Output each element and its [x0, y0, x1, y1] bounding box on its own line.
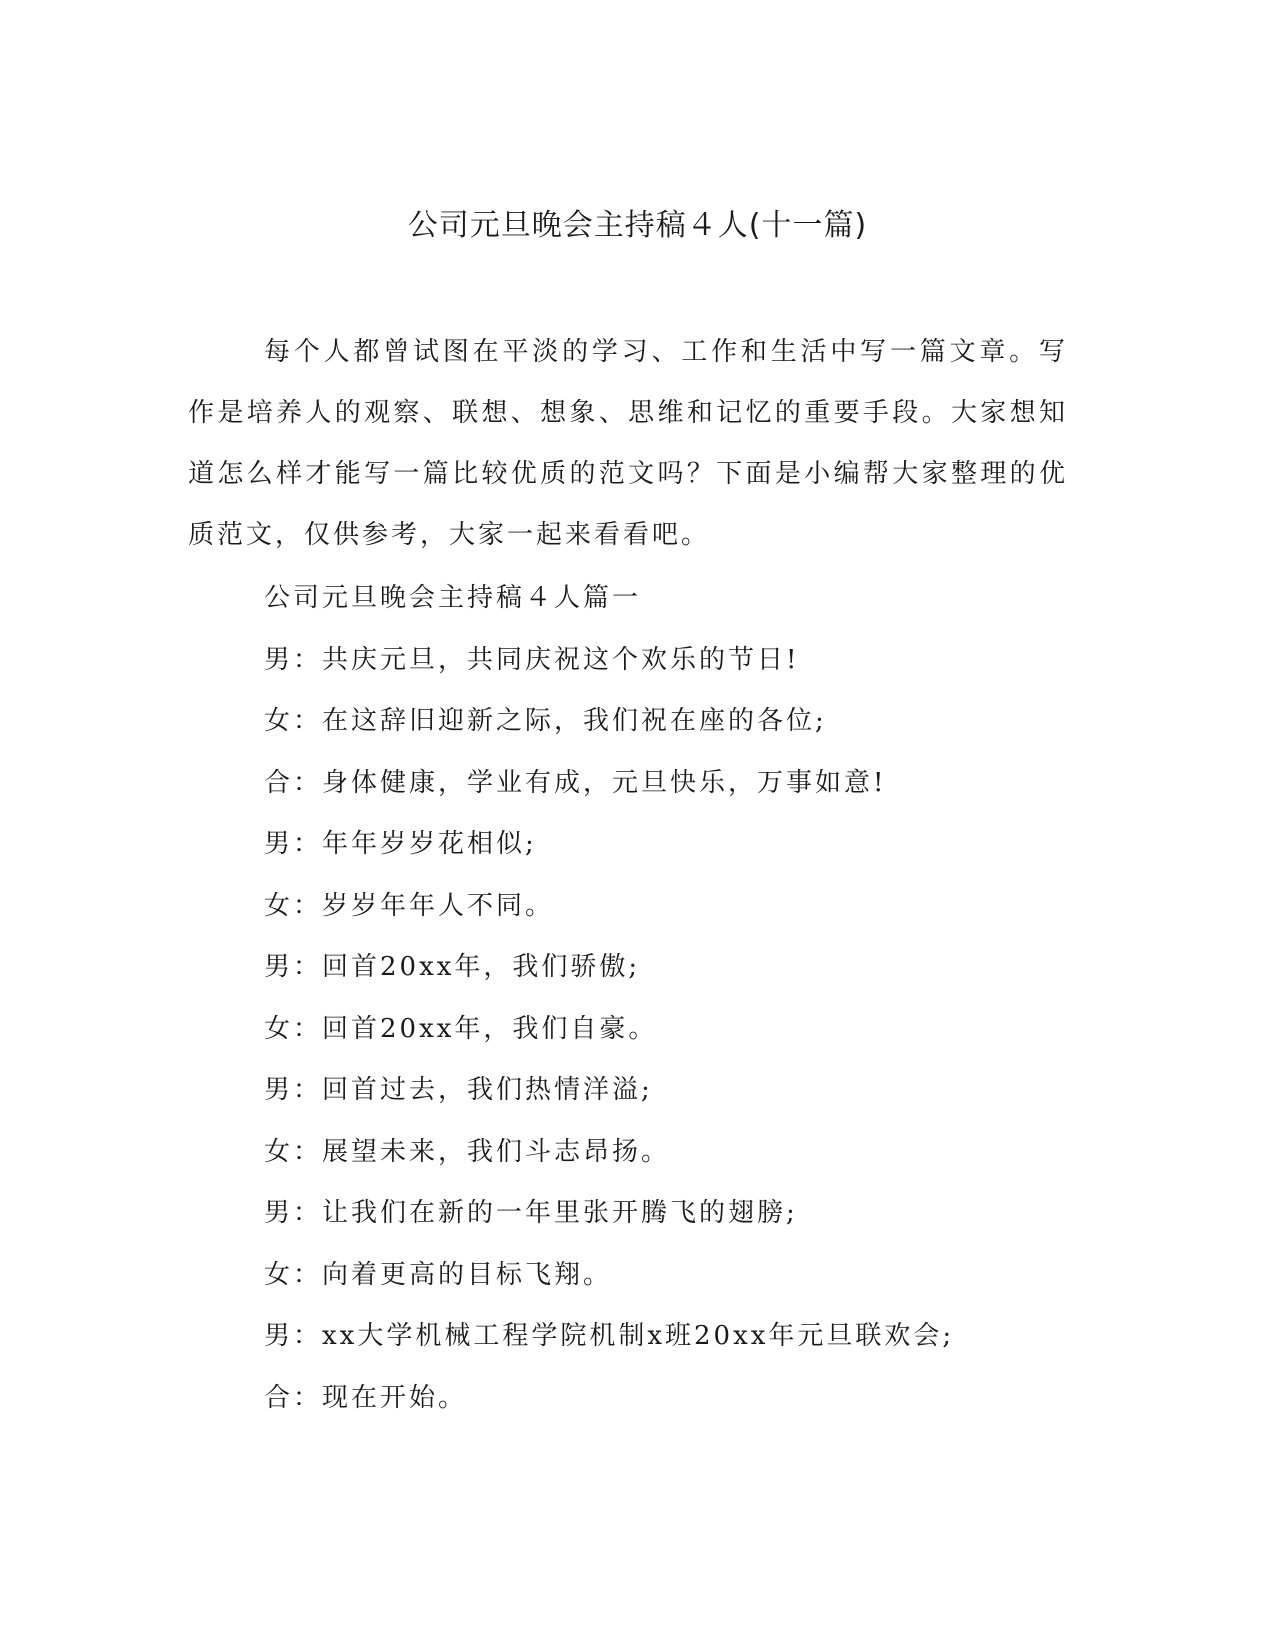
script-line: 女：在这辞旧迎新之际，我们祝在座的各位; — [264, 706, 827, 736]
script-line: 女：岁岁年年人不同。 — [264, 890, 555, 921]
script-line: 合：现在开始。 — [264, 1382, 468, 1413]
script-line: 女：回首20xx年，我们自豪。 — [264, 1013, 658, 1044]
script-line: 男：回首20xx年，我们骄傲; — [264, 952, 641, 982]
script-line: 女：展望未来，我们斗志昂扬。 — [264, 1136, 671, 1167]
script-line: 合：身体健康，学业有成，元旦快乐，万事如意! — [264, 767, 887, 798]
section-heading: 公司元旦晚会主持稿４人篇一 — [264, 583, 642, 613]
script-line: 女：向着更高的目标飞翔。 — [264, 1259, 613, 1290]
intro-paragraph: 每个人都曾试图在平淡的学习、工作和生活中写一篇文章。写作是培养人的观察、联想、想象、思维和记忆的重要手段。大家想知道怎么样才能写一篇比较优质的范文吗？下面是小编帮大家整理的优质范文，仅供参考，大家一起来看看吧。 — [188, 337, 1068, 550]
script-line: 男：让我们在新的一年里张开腾飞的翅膀; — [264, 1198, 798, 1228]
script-line: 男：年年岁岁花相似; — [264, 829, 537, 859]
script-line: 男：共庆元旦，共同庆祝这个欢乐的节日! — [264, 644, 800, 675]
script-lines — [264, 568, 954, 1429]
script-line: 男：回首过去，我们热情洋溢; — [264, 1075, 653, 1105]
script-line: 男：xx大学机械工程学院机制x班20xx年元旦联欢会; — [264, 1321, 955, 1351]
document-title: 公司元旦晚会主持稿４人(十一篇) — [407, 208, 868, 243]
